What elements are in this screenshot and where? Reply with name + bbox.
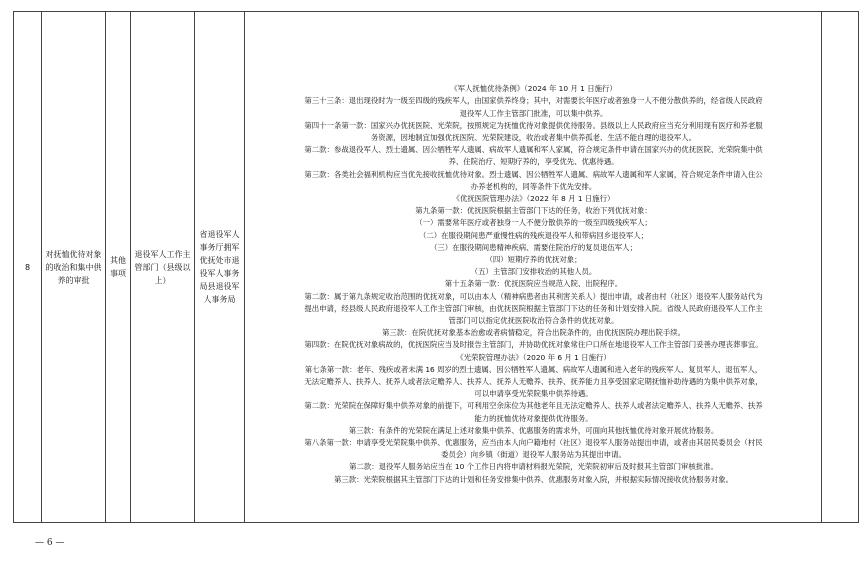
basis-line: 委员会）向乡镇（街道）退役军人服务站为其提出申请。 [441, 450, 626, 460]
basis-line: （一）需要常年医疗或者独身一人不便分散供养的一级至四级残疾军人； [415, 218, 652, 228]
implementing-level-cell [131, 12, 195, 523]
basis-line: 退役军人工作主管部门批准，可以集中供养。 [459, 108, 608, 118]
basis-line: 能力的抚恤优待对象提供优待服务。 [474, 413, 593, 423]
basis-line: 可以申请享受光荣院集中供养待遇。 [474, 389, 593, 399]
basis-line: 办养老机构的，同等条件下优先安排。 [470, 181, 597, 191]
basis-line: 养、住院治疗、短期疗养的，享受优先、优惠待遇。 [448, 157, 619, 167]
basis-line: 第二款：退役军人服务站应当在 10 个工作日内将申请材料报光荣院，光荣院初审后及时报其主管部门审核批准。 [349, 462, 718, 472]
basis-line: （五）主管部门安排收治的其他人员。 [470, 267, 597, 277]
executing-body-cell [195, 12, 245, 523]
basis-line: 《优抚医院管理办法》（2022 年 8 月 1 日施行） [452, 193, 615, 203]
basis-line: 第九条第一款：优抚医院根据主管部门下达的任务，收治下列优抚对象： [415, 206, 652, 216]
basis-line: 第八条第一款：申请享受光荣院集中供养、优惠服务，应当由本人向户籍地村（社区）退役军人服务站提出申请，或者由其居民委员会（村民 [304, 438, 763, 448]
basis-line: 第二款：光荣院在保障好集中供养对象的前提下，可利用空余床位为其他老年且无法定赡养人、扶养人或者法定赡养人、扶养人无赡养、扶养 [304, 401, 763, 411]
item-name: 对抚恤优待对象的收治和集中供养的审批 [45, 249, 102, 285]
basis-line: 《光荣院管理办法》（2020 年 6 月 1 日施行） [456, 352, 611, 362]
basis-line: 第十五条第一款：优抚医院应当规范入院、出院程序。 [444, 279, 623, 289]
basis-line: 第三十三条：退出现役时为一级至四级的残疾军人，由国家供养终身；其中，对需要长年医疗或者独身一人不便分散供养的，经省级人民政府 [304, 96, 763, 106]
basis-line: 第三款：光荣院根据其主管部门下达的计划和任务安排集中供养、优惠服务对象入院，并根据实际情况接收优待服务对象。 [333, 474, 734, 484]
item-category: 其他事项 [110, 256, 126, 278]
implementing-level: 退役军人工作主管部门（县级以上） [134, 249, 191, 285]
basis-line: 务资源，因地制宜加强优抚医院、光荣院建设，收治或者集中供养孤老、生活不能自理的退役军人。 [370, 132, 697, 142]
row-number: 8 [24, 262, 31, 272]
row-number-cell [14, 12, 42, 523]
basis-line: 第四款：在院优抚对象病故的，优抚医院应当及时报告主管部门，并协助优抚对象常住户口所在地退役军人工作主管部门妥善办理丧葬事宜。 [304, 340, 763, 350]
basis-line: 提出申请，经县级人民政府退役军人工作主管部门审核，由优抚医院根据主管部门下达的任务和计划安排入院。省级人民政府退役军人工作主 [304, 303, 763, 313]
basis-line: 第三款：各类社会福利机构应当优先接收抚恤优待对象。烈士遗属、因公牺牲军人遗属、病故军人遗属和军人家属，符合规定条件申请入住公 [304, 169, 763, 179]
basis-line: 第四十一条第一款：国家兴办优抚医院、光荣院，按照规定为抚恤优待对象提供优待服务。县级以上人民政府应当充分利用现有医疗和养老服 [304, 120, 763, 130]
basis-line: 无法定赡养人、扶养人、抚养人或者法定赡养人、扶养人、抚养人无赡养、扶养、抚养能力且享受国家定期抚恤补助待遇的为集中供养对象， [304, 377, 763, 387]
page-number: — 6 — [35, 538, 65, 548]
remarks-cell [822, 12, 859, 523]
basis-line: 《军人抚恤优待条例》（2024 年 10 月 1 日施行） [450, 84, 617, 94]
legal-basis-cell [245, 12, 822, 523]
basis-line: 管部门可以指定优抚医院收治符合条件的优抚对象。 [448, 316, 619, 325]
basis-line: 第七条第一款：老年、残疾或者未满 16 周岁的烈士遗属、因公牺牲军人遗属、病故军人遗属和进入老年的残疾军人、复员军人、退伍军人， [304, 364, 763, 374]
basis-line: 第三款：在院优抚对象基本治愈或者病情稳定，符合出院条件的，由优抚医院办理出院手续。 [381, 328, 686, 338]
basis-line: （四）短期疗养的优抚对象； [485, 254, 582, 264]
basis-line: （二）在服役期间患严重慢性病的残疾退役军人和带病回乡退役军人； [418, 230, 649, 240]
basis-line: 第二款：参战退役军人、烈士遗属、因公牺牲军人遗属、病故军人遗属和军人家属，符合规定条件申请在国家兴办的优抚医院、光荣院集中供 [304, 145, 763, 155]
legal-basis-text [245, 48, 821, 486]
category-cell [106, 12, 131, 523]
policy-table [13, 11, 859, 523]
basis-line: （三）在服役期间患精神疾病、需要住院治疗的复员退伍军人； [430, 242, 637, 252]
basis-line: 第二款：属于第九条规定收治范围的优抚对象，可以由本人（精神病患者由其利害关系人）提出申请，或者由村（社区）退役军人服务站代为 [304, 291, 763, 301]
executing-body: 省退役军人事务厅拥军优抚处市退役军人事务局县退役军人事务局 [199, 230, 240, 304]
table-row [14, 12, 859, 523]
basis-line: 第三款：有条件的光荣院在满足上述对象集中供养、优惠服务的需求外，可面向其他抚恤优待对象开展优待服务。 [348, 425, 719, 435]
item-name-cell [42, 12, 106, 523]
